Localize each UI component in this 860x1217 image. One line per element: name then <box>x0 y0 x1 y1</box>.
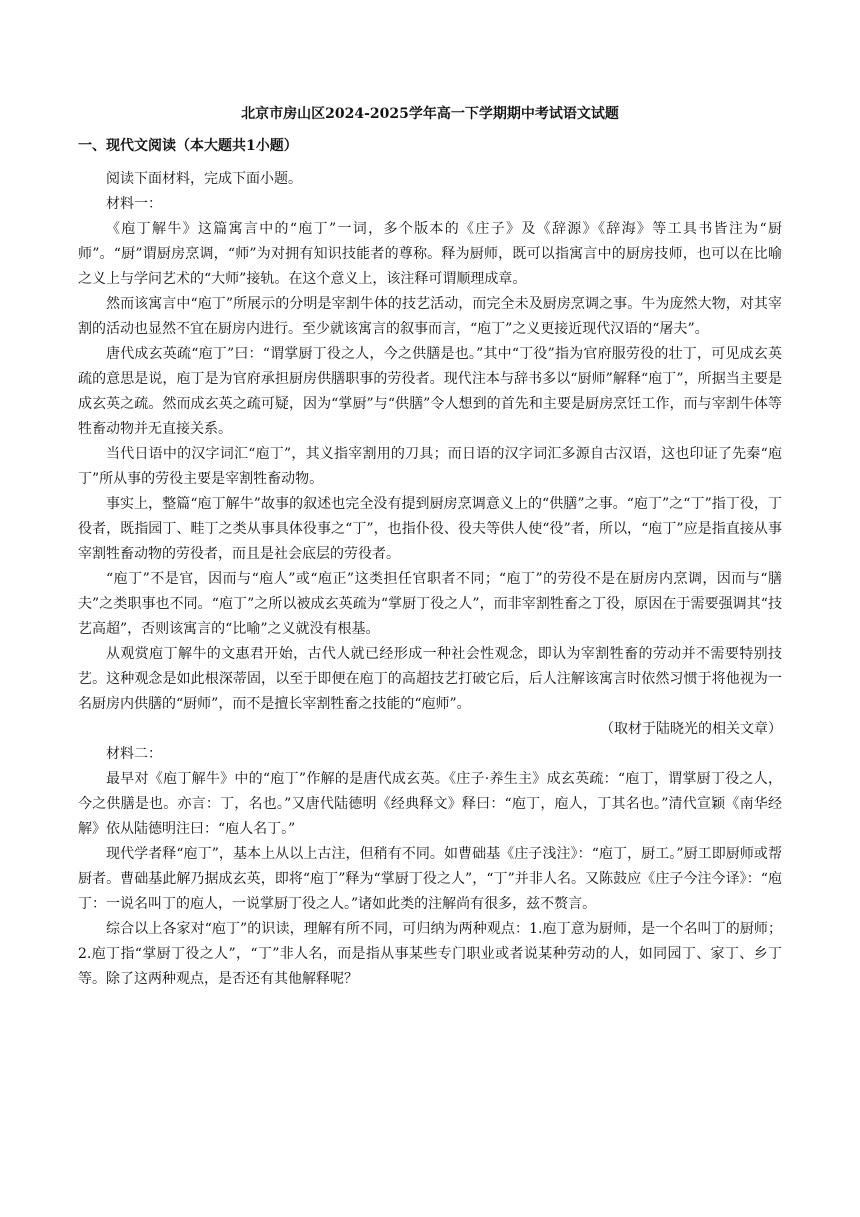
paragraph: 现代学者释“庖丁”，基本上从以上古注，但稍有不同。如曹础基《庄子浅注》：“庖丁，厨工。”厨工即厨师或帮厨者。曹础基此解乃据成玄英，即将“庖丁”释为“掌厨丁役之人”，“丁”并非人名。又陈鼓应《庄子今注今译》：“庖丁：一说名叫丁的庖人，一说掌厨丁役之人。”诸如此类的注解尚有很多，兹不赘言。 <box>78 846 782 912</box>
document-title: 北京市房山区2024-2025学年高一下学期期中考试语文试题 <box>241 106 619 122</box>
material-one-label: 材料一： <box>106 196 162 212</box>
paragraph-instruction: 阅读下面材料，完成下面小题。 <box>106 171 302 187</box>
paragraph: 最早对《庖丁解牛》中的“庖丁”作解的是唐代成玄英。《庄子·养生主》成玄英疏：“庖丁，谓掌厨丁役之人，今之供膳是也。亦言：丁，名也。”又唐代陆德明《经典释文》释曰：“庖丁，庖人，丁其名也。”清代宣颖《南华经解》依从陆德明注曰：“庖人名丁。” <box>78 771 782 837</box>
paragraph: 《庖丁解牛》这篇寓言中的“庖丁”一词，多个版本的《庄子》及《辞源》《辞海》等工具书皆注为“厨师”。“厨”谓厨房烹调，“师”为对拥有知识技能者的尊称。释为厨师，既可以指寓言中的厨房技师，也可以在比喻之义上与学问艺术的“大师”接轨。在这个意义上，该注释可谓顺理成章。 <box>78 221 782 287</box>
paragraph: 当代日语中的汉字词汇“庖丁”，其义指宰割用的刀具；而日语的汉字词汇多源自古汉语，这也印证了先秦“庖丁”所从事的劳役主要是宰割牲畜动物。 <box>78 446 782 487</box>
material-two-label: 材料二： <box>106 746 162 762</box>
paragraph: 综合以上各家对“庖丁”的识读，理解有所不同，可归纳为两种观点：1.庖丁意为厨师，是一个名叫丁的厨师；2.庖丁指“掌厨丁役之人”，“丁”非人名，而是指从事某些专门职业或者说某种劳动的人，如同园丁、家丁、乡丁等。除了这两种观点，是否还有其他解释呢？ <box>78 921 782 987</box>
paragraph: 从观赏庖丁解牛的文惠君开始，古代人就已经形成一种社会性观念，即认为宰割牲畜的劳动并不需要特别技艺。这种观念是如此根深蒂固，以至于即便在庖丁的高超技艺打破它后，后人注解该寓言时依然习惯于将他视为一名厨房内供膳的“厨师”，而不是擅长宰割牲畜之技能的“庖师”。 <box>78 646 782 712</box>
paragraph: 然而该寓言中“庖丁”所展示的分明是宰割牛体的技艺活动，而完全未及厨房烹调之事。牛为庞然大物，对其宰割的活动也显然不宜在厨房内进行。至少就该寓言的叙事而言，“庖丁”之义更接近现代汉语的“屠夫”。 <box>78 296 782 337</box>
paragraph: 事实上，整篇“庖丁解牛”故事的叙述也完全没有提到厨房烹调意义上的“供膳”之事。“庖丁”之“丁”指丁役，丁役者，既指园丁、畦丁之类从事具体役事之“丁”，也指仆役、役夫等供人使“役”者，所以，“庖丁”应是指直接从事宰割牲畜动物的劳役者，而且是社会底层的劳役者。 <box>78 496 782 562</box>
paragraph: “庖丁”不是官，因而与“庖人”或“庖正”这类担任官职者不同；“庖丁”的劳役不是在厨房内烹调，因而与“膳夫”之类职事也不同。“庖丁”之所以被成玄英疏为“掌厨丁役之人”，而非宰割牲畜之丁役，原因在于需要强调其“技艺高超”，否则该寓言的“比喻”之义就没有根基。 <box>78 571 782 637</box>
paragraph: 唐代成玄英疏“庖丁”曰：“谓掌厨丁役之人，今之供膳是也。”其中“丁役”指为官府服劳役的壮丁，可见成玄英疏的意思是说，庖丁是为官府承担厨房供膳职事的劳役者。现代注本与辞书多以“厨师”解释“庖丁”，所据当主要是成玄英之疏。然而成玄英之疏可疑，因为“掌厨”与“供膳”令人想到的首先和主要是厨房烹饪工作，而与宰割牛体等牲畜动物并无直接关系。 <box>78 346 782 437</box>
section-heading: 一、现代文阅读（本大题共1小题） <box>78 138 298 154</box>
source-note: （取材于陆晓光的相关文章） <box>600 721 782 737</box>
